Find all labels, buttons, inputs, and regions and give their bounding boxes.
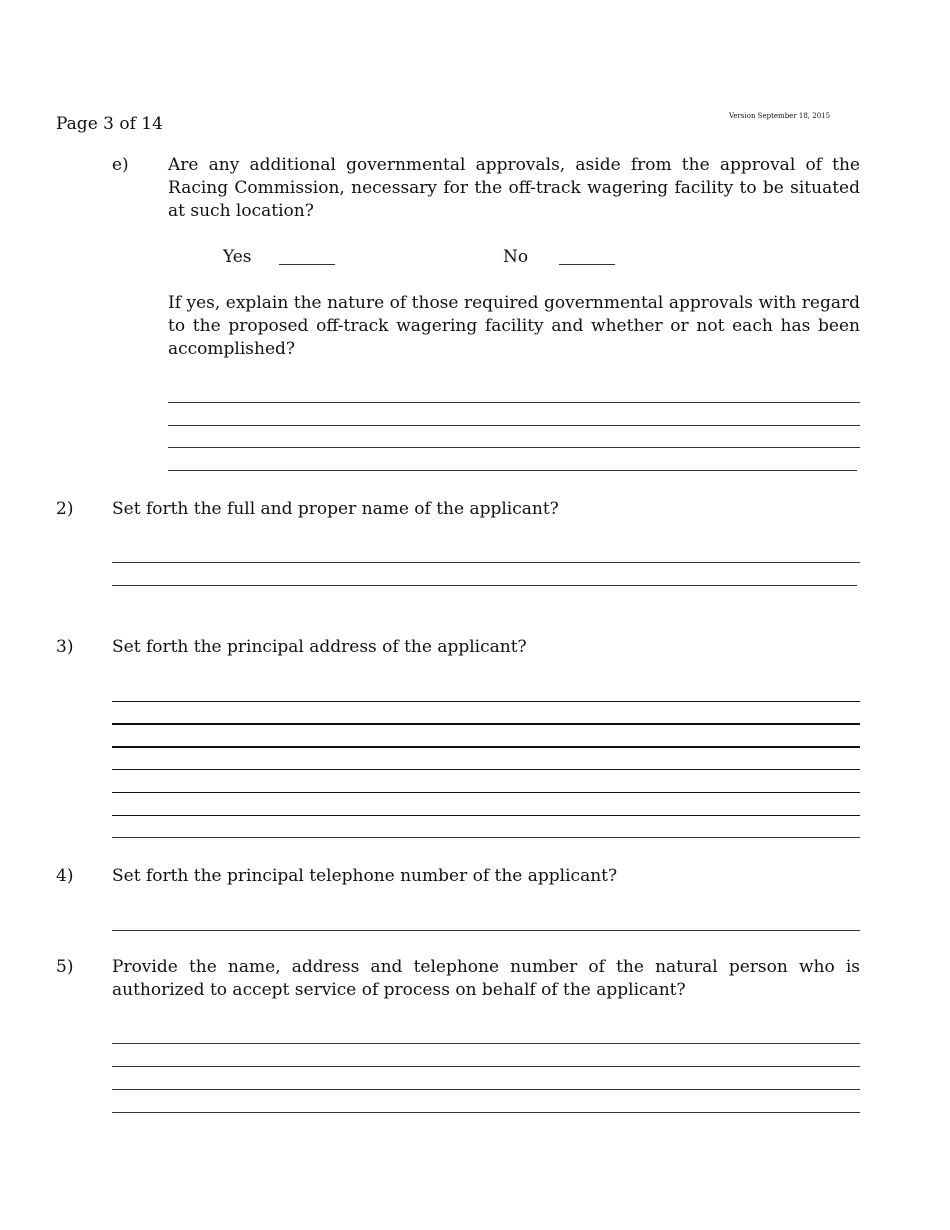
answer-line[interactable] xyxy=(112,815,860,816)
version-date: Version September 18, 2015 xyxy=(729,112,831,120)
answer-line[interactable] xyxy=(112,769,860,770)
answer-line[interactable] xyxy=(112,1043,860,1044)
answer-line[interactable] xyxy=(112,701,860,702)
answer-line[interactable] xyxy=(112,1112,860,1113)
answer-line[interactable] xyxy=(168,402,860,403)
yes-answer-blank[interactable] xyxy=(279,264,335,265)
page-number: Page 3 of 14 xyxy=(56,114,163,134)
item-2-question: Set forth the full and proper name of the applicant? xyxy=(112,499,559,519)
item-3-question: Set forth the principal address of the applicant? xyxy=(112,637,527,657)
item-5-marker: 5) xyxy=(56,957,74,977)
answer-line[interactable] xyxy=(112,585,857,586)
answer-line[interactable] xyxy=(112,562,860,563)
no-answer-blank[interactable] xyxy=(559,264,615,265)
yes-label: Yes xyxy=(223,247,252,267)
item-e-marker: e) xyxy=(112,155,129,175)
item-e-question: Are any additional governmental approvals, aside from the approval of the Racing Commission, necessary for the off-track wagering facility to be situated at such location? xyxy=(168,155,860,221)
item-4-question: Set forth the principal telephone number of the applicant? xyxy=(112,866,618,886)
answer-line[interactable] xyxy=(168,470,857,471)
answer-line[interactable] xyxy=(112,930,860,931)
answer-line[interactable] xyxy=(168,425,860,426)
answer-line[interactable] xyxy=(112,723,860,725)
answer-line[interactable] xyxy=(112,1066,860,1067)
answer-line[interactable] xyxy=(112,1089,860,1090)
no-label: No xyxy=(503,247,529,267)
answer-line[interactable] xyxy=(168,447,860,448)
item-3-marker: 3) xyxy=(56,637,74,657)
item-5-question: Provide the name, address and telephone number of the natural person who is authorized to accept service of process on behalf of the applicant? xyxy=(112,957,860,1000)
item-4-marker: 4) xyxy=(56,866,74,886)
answer-line[interactable] xyxy=(112,792,860,793)
answer-line[interactable] xyxy=(112,746,860,748)
item-2-marker: 2) xyxy=(56,499,74,519)
answer-line[interactable] xyxy=(112,837,860,838)
item-e-followup: If yes, explain the nature of those required governmental approvals with regard to the proposed off-track wagering facility and whether or not each has been accomplished? xyxy=(168,293,860,359)
